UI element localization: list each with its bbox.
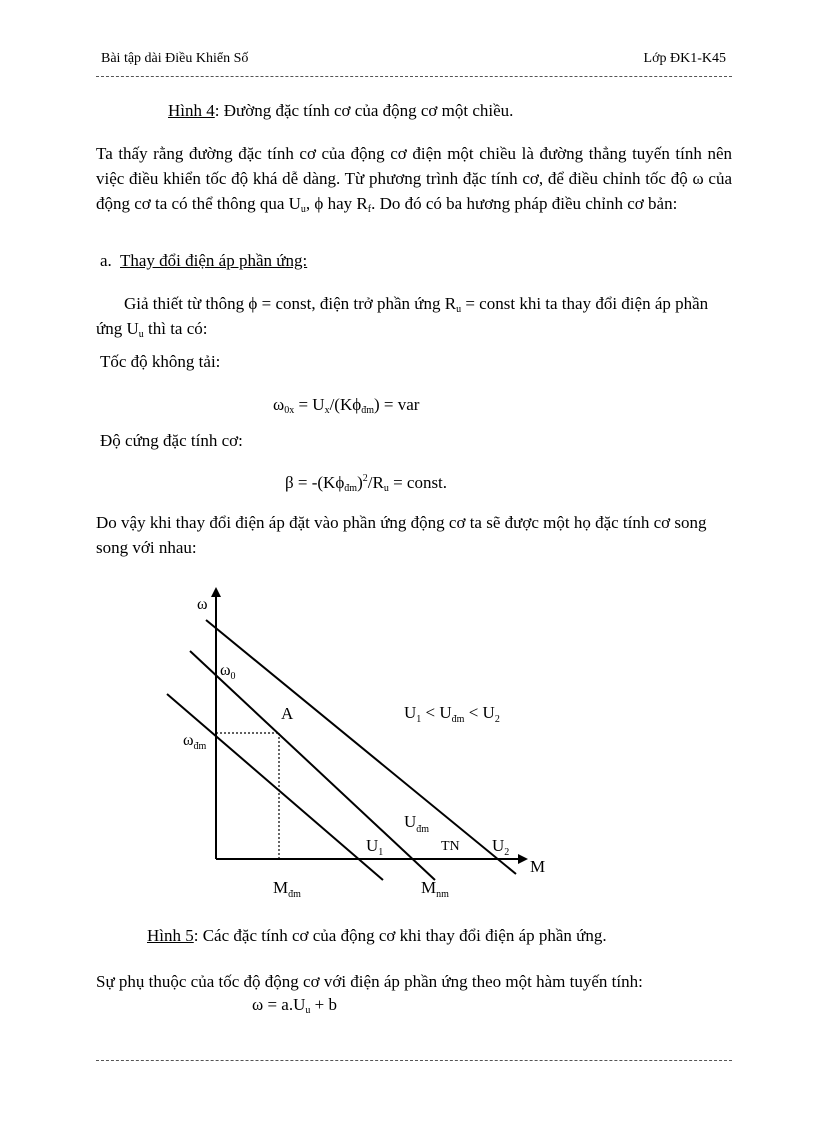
eq1-part-c: /(Kϕ <box>329 395 362 414</box>
u1-symbol: U <box>366 836 379 855</box>
udm-symbol: U <box>404 812 417 831</box>
mdm-sub: đm <box>288 889 301 900</box>
eq2-part-b: ) <box>357 473 363 492</box>
paragraph-intro-text-1: Ta thấy rằng đường đặc tính cơ của động cơ điện một chiều là đường thẳng tuyến tính nên việc điều khiển tốc độ khá dễ dàng. Từ phương trình đặc tính cơ, để điều chỉnh tốc độ ω của động cơ ta có thể thông qua U <box>96 144 732 213</box>
figure-4-label: Hình 4 <box>168 101 215 120</box>
figure-5-caption <box>147 926 607 946</box>
figure-4-caption <box>168 101 513 121</box>
u1-sub: 1 <box>378 847 384 858</box>
relation-u2: < U <box>464 703 495 722</box>
mdm-label <box>273 878 301 900</box>
eq2-part-a: β = -(Kϕ <box>285 473 345 492</box>
udm-line-label <box>404 812 429 835</box>
point-a-label: A <box>281 704 294 723</box>
equation-linear <box>252 995 337 1015</box>
omega-dm-sub: đm <box>193 741 207 752</box>
eq1-part-a: ω <box>273 395 285 414</box>
footer-divider <box>96 1060 732 1061</box>
eq1-part-d: ) = var <box>373 395 420 414</box>
section-a-prefix: a. <box>100 251 112 270</box>
paragraph-intro-text-3: . Do đó có ba hương pháp điều chỉnh cơ bản: <box>371 194 678 213</box>
relation-u2-sub: 2 <box>494 714 500 725</box>
section-a-title: Thay đổi điện áp phần ứng: <box>120 251 308 270</box>
figure-5-text: : Các đặc tính cơ của động cơ khi thay đổi điện áp phần ứng. <box>193 926 607 945</box>
eq3-sub-a: u <box>305 1005 311 1016</box>
paragraph-assumption-text-2: = const khi ta thay đổi điện áp phần ứng U <box>96 294 709 338</box>
paragraph-family: Do vậy khi thay đổi điện áp đặt vào phần ứng động cơ ta sẽ được một họ đặc tính cơ song song với nhau: <box>96 513 707 557</box>
tn-label: TN <box>441 839 460 854</box>
u2-line-label <box>492 836 509 858</box>
mnm-symbol: M <box>421 878 437 897</box>
relation-udm-sub: đm <box>451 714 465 725</box>
udm-sub: đm <box>416 824 430 835</box>
noload-speed-label: Tốc độ không tải: <box>100 352 221 371</box>
eq1-sub-b: x <box>324 405 330 416</box>
eq1-sub-c: đm <box>361 405 374 416</box>
eq3-part-a: ω = a.U <box>252 995 306 1014</box>
torque-axis-label: M <box>530 857 546 876</box>
omega0-symbol: ω <box>220 662 231 679</box>
figure-5-label: Hình 5 <box>147 926 194 945</box>
relation-udm: < U <box>421 703 452 722</box>
eq1-part-b: = U <box>294 395 325 414</box>
eq2-part-c: /R <box>367 473 384 492</box>
eq1-sub-a: 0x <box>284 405 295 416</box>
paragraph-linear: Sự phụ thuộc của tốc độ động cơ với điện áp phần ứng theo một hàm tuyến tính: <box>96 972 643 991</box>
paragraph-assumption-text-3: thì ta có: <box>143 319 208 338</box>
paragraph-assumption <box>96 291 732 341</box>
header-left: Bài tập dài Điều Khiển Số <box>101 51 249 66</box>
header-divider <box>96 76 732 77</box>
eq2-sub-c: u <box>383 483 389 494</box>
eq3-part-b: + b <box>310 995 337 1014</box>
u1-line-label <box>366 836 383 858</box>
voltage-relation <box>404 703 500 725</box>
eq2-sub-a: đm <box>344 483 358 494</box>
characteristic-line-udm <box>190 651 435 880</box>
relation-u1: U <box>404 703 417 722</box>
eq2-sup-b: 2 <box>362 473 368 484</box>
mnm-sub: nm <box>436 889 449 900</box>
equation-noload-speed <box>273 395 419 415</box>
omega-dm-label <box>183 732 207 752</box>
characteristic-line-u2 <box>206 620 516 874</box>
omega0-label <box>220 662 236 682</box>
equation-stiffness <box>285 473 447 493</box>
paragraph-assumption-sub-2: u <box>138 329 144 340</box>
relation-u1-sub: 1 <box>416 714 422 725</box>
stiffness-label: Độ cứng đặc tính cơ: <box>100 431 243 450</box>
omega-axis-label: ω <box>197 596 208 613</box>
characteristic-line-u1 <box>167 694 383 880</box>
paragraph-intro-sub-2: f <box>367 204 372 215</box>
header-right: Lớp ĐK1-K45 <box>643 51 726 66</box>
paragraph-intro <box>96 141 732 216</box>
section-a-heading <box>100 251 307 271</box>
mnm-label <box>421 878 449 900</box>
paragraph-intro-sub-1: u <box>300 204 306 215</box>
speed-torque-diagram <box>0 580 816 920</box>
u2-sub: 2 <box>504 847 510 858</box>
omega-dm-symbol: ω <box>183 732 194 749</box>
omega0-sub: 0 <box>230 671 236 682</box>
paragraph-assumption-text-1: Giả thiết từ thông ϕ = const, điện trở phần ứng R <box>124 294 457 313</box>
paragraph-assumption-sub-1: u <box>456 304 462 315</box>
eq2-part-d: = const. <box>388 473 448 492</box>
figure-4-text: : Đường đặc tính cơ của động cơ một chiều. <box>214 101 514 120</box>
mdm-symbol: M <box>273 878 289 897</box>
paragraph-intro-text-2: , ϕ hay R <box>305 194 368 213</box>
u2-symbol: U <box>492 836 505 855</box>
